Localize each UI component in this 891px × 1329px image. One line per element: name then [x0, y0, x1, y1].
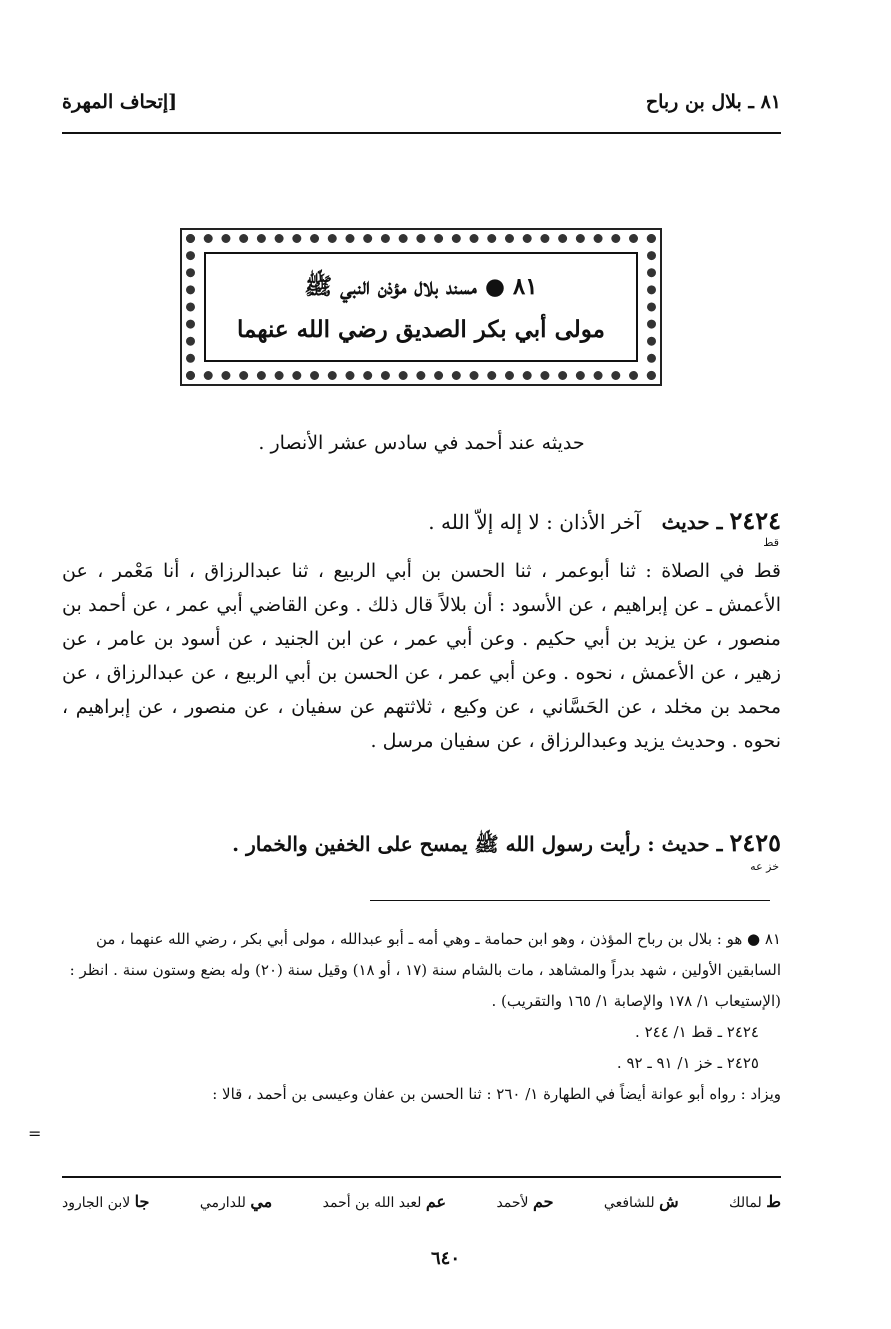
key-rule [62, 1176, 781, 1178]
running-header [62, 84, 781, 120]
key-item: ش للشافعي [603, 1192, 679, 1211]
hadith-number: ٢٤٢٥ [729, 828, 781, 857]
footnote-addition: ويزاد : رواه أبو عوانة أيضاً في الطهارة ١/ ٢٦٠ : ثنا الحسن بن عفان وعيسى بن أحمد ، قالا : [212, 1085, 781, 1103]
frame-title-box [204, 252, 638, 362]
hadith-sigla: قط [763, 536, 779, 549]
page-number: ٦٤٠ [430, 1248, 460, 1269]
key-item: عم لعبد الله بن أحمد [322, 1192, 447, 1211]
continuation-mark: = [28, 1124, 42, 1143]
footnotes [62, 924, 781, 1110]
header-rule [62, 132, 781, 134]
musnad-subtitle: مولى أبي بكر الصديق رضي الله عنهما [237, 315, 605, 343]
intro-line: حديثه عند أحمد في سادس عشر الأنصار . [258, 432, 585, 454]
hadith-text: : رأيت رسول الله ﷺ يمسح على الخفين والخمار . [232, 832, 655, 856]
musnad-title: ٨١ ● مسند بلال مؤذن النبي ﷺ [304, 272, 538, 300]
footnote-rule [370, 900, 770, 901]
footnote-ref-2425: ٢٤٢٥ ـ خز ١/ ٩١ ـ ٩٢ . [616, 1054, 759, 1072]
key-item: جا لابن الجارود [62, 1192, 150, 1211]
header-chapter: ٨١ ـ بلال بن رباح [645, 91, 781, 113]
isnad-paragraph: قط في الصلاة : ثنا أبوعمر ، ثنا الحسن بن أبي الربيع ، ثنا عبدالرزاق ، أنا مَعْمر ، عن الأعمش ـ عن إبراهيم ، عن الأسود : أن بلالاً قال ذلك . وعن القاضي أبي عمر ، عن أحمد بن منصور ، عن يزيد بن أبي حكيم . وعن أبي عمر ، عن ابن الجنيد ، عن أسود بن عامر ، عن زهير ، عن الأعمش ، نحوه . وعن أبي عمر ، عن الحسن بن أبي الربيع ، عن عبدالرزاق ، عن محمد بن مخلد ، عن الحَسَّاني ، عن وكيع ، ثلاثتهم عن سفيان ، عن منصور ، عن إبراهيم ، نحوه . وحديث يزيد وعبدالرزاق ، عن سفيان مرسل . [62, 560, 781, 752]
key-item: حم لأحمد [496, 1192, 554, 1211]
hadith-heading-2425 [62, 828, 781, 861]
hadith-text: آخر الأذان : لا إله إلاّ الله . [428, 510, 641, 534]
footnote-bio: ٨١ ● هو : بلال بن رباح المؤذن ، وهو ابن حمامة ـ وهي أمه ـ أبو عبدالله ، مولى أبي بكر ، رضي الله عنهما ، من السابقين الأولين ، شهد بدراً والمشاهد ، مات بالشام سنة (١٧ ، أو ١٨) وقيل سنة (٢٠) وله بضع وستون سنة . انظر : (الإستيعاب ١/ ١٧٨ والإصابة ١/ ١٦٥ والتقريب) . [69, 930, 781, 1010]
ornamental-frame [180, 228, 662, 386]
hadith-label: ـ حديث [661, 510, 723, 534]
hadith-heading-2424 [62, 506, 781, 535]
abbreviation-key [62, 1192, 781, 1211]
key-item: ط لمالك [729, 1192, 781, 1211]
hadith-label: ـ حديث [661, 832, 723, 856]
hadith-sigla: خز عه [750, 860, 779, 873]
footnote-ref-2424: ٢٤٢٤ ـ قط ١/ ٢٤٤ . [635, 1023, 759, 1041]
hadith-number: ٢٤٢٤ [729, 506, 781, 535]
header-book-title: [إتحاف المهرة [62, 91, 178, 113]
key-item: مي للدارمي [199, 1192, 273, 1211]
